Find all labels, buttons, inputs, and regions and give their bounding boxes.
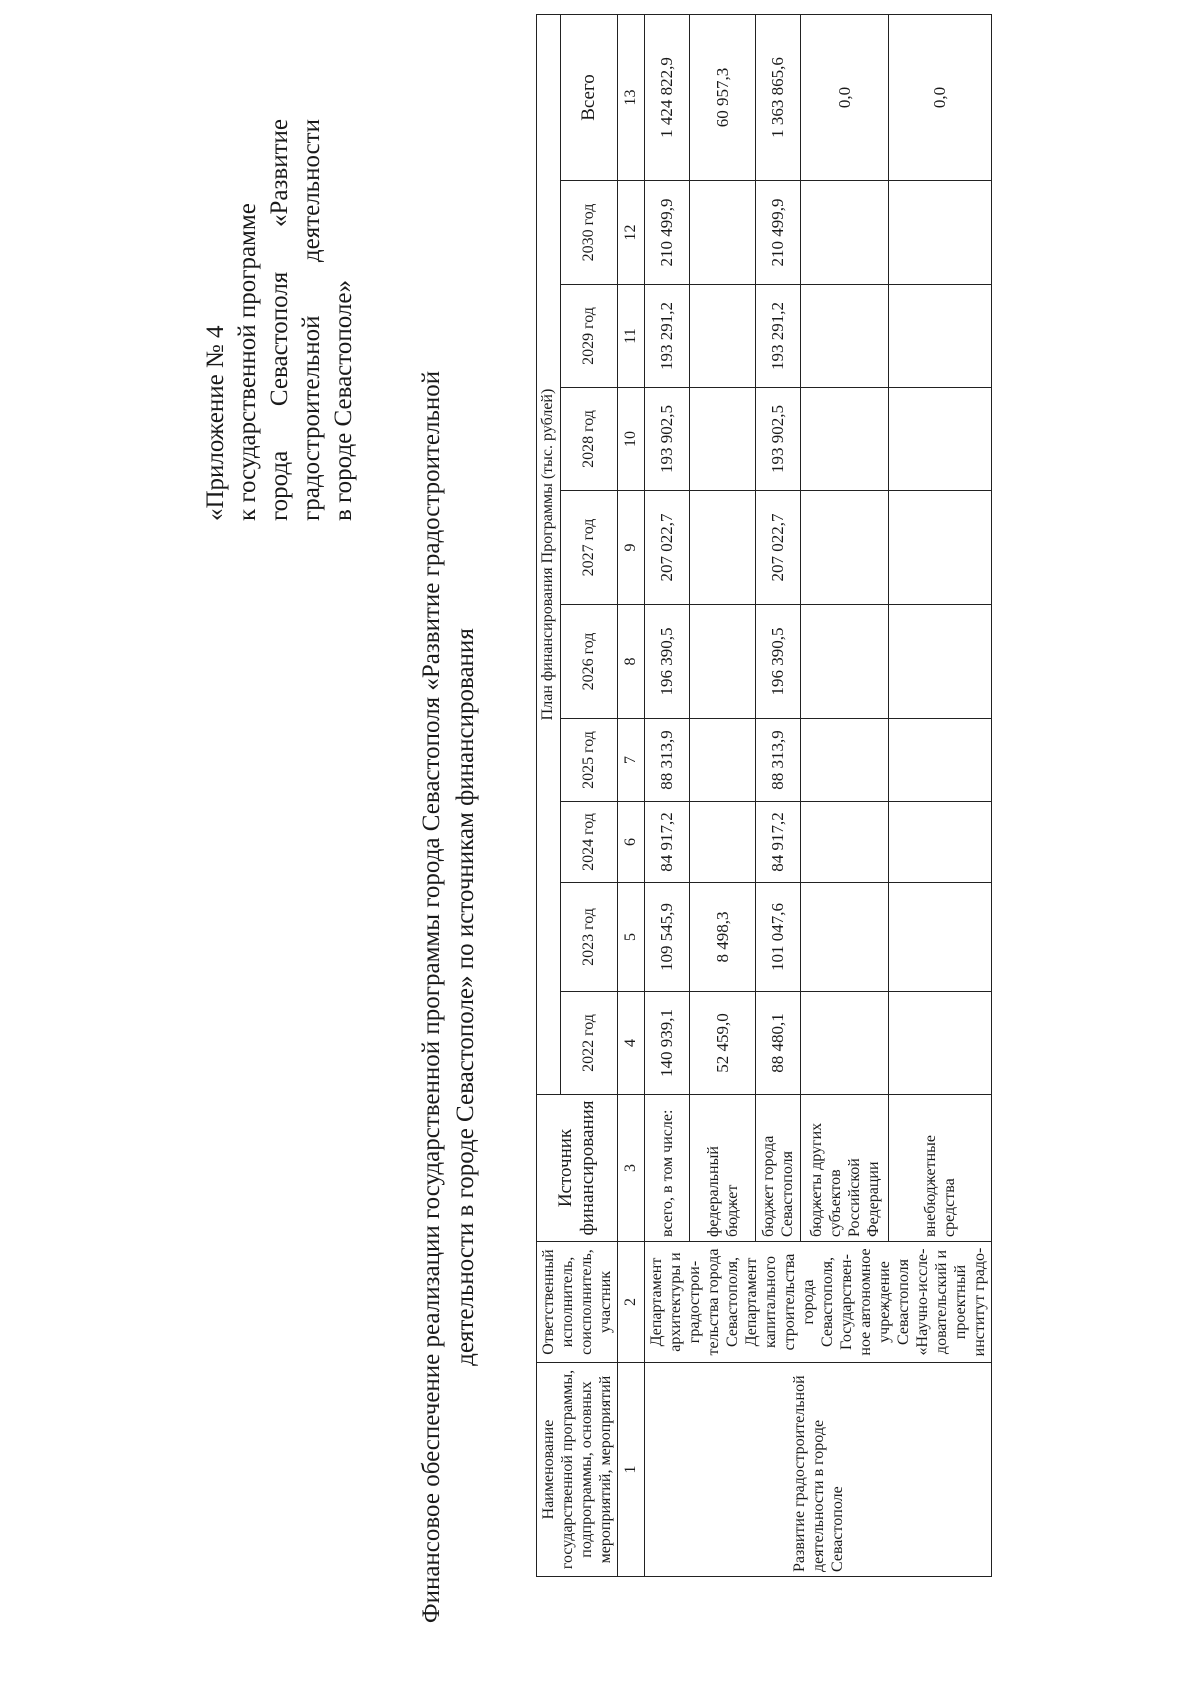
header-year-2024: 2024 год — [560, 802, 617, 883]
column-number: 12 — [618, 181, 645, 285]
total-cell: 1 424 822,9 — [645, 14, 690, 180]
value-cell: 196 390,5 — [755, 605, 800, 719]
column-number: 13 — [618, 14, 645, 180]
value-cell: 193 291,2 — [645, 285, 690, 388]
value-cell — [889, 605, 992, 719]
value-cell — [801, 181, 889, 285]
source-cell: внебюджетные средства — [889, 1095, 992, 1242]
value-cell — [889, 388, 992, 491]
total-cell: 0,0 — [889, 14, 992, 180]
value-cell — [801, 285, 889, 388]
appendix-word: градостроительной — [298, 315, 325, 521]
value-cell: 88 313,9 — [645, 719, 690, 802]
source-cell: бюджеты других субъектов Российской Федерации — [801, 1095, 889, 1242]
value-cell — [801, 883, 889, 992]
appendix-line-3 — [264, 119, 296, 521]
column-number: 1 — [618, 1363, 645, 1577]
value-cell: 193 291,2 — [755, 285, 800, 388]
value-cell: 210 499,9 — [645, 181, 690, 285]
header-year-2030: 2030 год — [560, 181, 617, 285]
header-year-2025: 2025 год — [560, 719, 617, 802]
executor-cell: Департамент архитектуры и градострои-тельства города Севастополя, Департамент капитального строительства города Севастополя, Государствен-ное автономное учреждение Севастополя «Научно-иссле-довательский и проектный институт градо- — [645, 1242, 992, 1363]
value-cell: 88 480,1 — [755, 992, 800, 1095]
value-cell: 140 939,1 — [645, 992, 690, 1095]
header-year-2022: 2022 год — [560, 992, 617, 1095]
column-number: 6 — [618, 802, 645, 883]
column-number: 9 — [618, 491, 645, 605]
appendix-word: деятельности — [298, 119, 325, 263]
value-cell: 193 902,5 — [645, 388, 690, 491]
value-cell — [801, 491, 889, 605]
value-cell — [889, 285, 992, 388]
header-year-2029: 2029 год — [560, 285, 617, 388]
total-cell: 0,0 — [801, 14, 889, 180]
header-year-2027: 2027 год — [560, 491, 617, 605]
column-number: 5 — [618, 883, 645, 992]
value-cell — [889, 802, 992, 883]
value-cell: 8 498,3 — [690, 883, 756, 992]
program-name-cell: Развитие градостроительной деятельности в городе Севастополе — [645, 1363, 992, 1577]
source-cell: всего, в том числе: — [645, 1095, 690, 1242]
column-number: 11 — [618, 285, 645, 388]
value-cell — [690, 802, 756, 883]
value-cell — [690, 605, 756, 719]
appendix-word: «Развитие — [266, 119, 293, 227]
value-cell — [801, 992, 889, 1095]
value-cell — [690, 719, 756, 802]
appendix-block — [200, 119, 360, 521]
value-cell — [801, 605, 889, 719]
value-cell: 193 902,5 — [755, 388, 800, 491]
value-cell — [690, 491, 756, 605]
header-executor: Ответственный исполнитель, соисполнитель, участник — [537, 1242, 618, 1363]
appendix-line-5: в городе Севастополе» — [330, 280, 357, 521]
value-cell: 196 390,5 — [645, 605, 690, 719]
appendix-word: города — [266, 450, 293, 521]
table-row — [645, 14, 690, 1576]
financing-table — [536, 14, 992, 1577]
column-number: 10 — [618, 388, 645, 491]
value-cell — [889, 491, 992, 605]
header-plan: План финансирования Программы (тыс. рублей) — [537, 14, 561, 1094]
value-cell: 88 313,9 — [755, 719, 800, 802]
title-line-1: Финансовое обеспечение реализации государственной программы города Севастополя «Развитие градостроительной — [418, 370, 445, 1624]
value-cell — [801, 388, 889, 491]
header-total: Всего — [560, 14, 617, 180]
total-cell: 60 957,3 — [690, 14, 756, 180]
value-cell — [801, 719, 889, 802]
value-cell — [801, 802, 889, 883]
value-cell: 84 917,2 — [645, 802, 690, 883]
column-number: 8 — [618, 605, 645, 719]
value-cell: 210 499,9 — [755, 181, 800, 285]
header-year-2026: 2026 год — [560, 605, 617, 719]
value-cell — [889, 719, 992, 802]
column-number-row — [618, 14, 645, 1576]
value-cell: 207 022,7 — [645, 491, 690, 605]
value-cell — [889, 181, 992, 285]
value-cell: 84 917,2 — [755, 802, 800, 883]
value-cell: 109 545,9 — [645, 883, 690, 992]
value-cell — [690, 181, 756, 285]
column-number: 3 — [618, 1095, 645, 1242]
source-cell: федеральный бюджет — [690, 1095, 756, 1242]
value-cell — [690, 285, 756, 388]
value-cell: 52 459,0 — [690, 992, 756, 1095]
appendix-line-4 — [296, 119, 328, 521]
title-line-2: деятельности в городе Севастополе» по источникам финансирования — [452, 628, 479, 1366]
appendix-line-1: «Приложение № 4 — [202, 325, 229, 521]
appendix-word: Севастополя — [266, 271, 293, 407]
appendix-line-2: к государственной программе — [234, 203, 261, 521]
header-source: Источник финансирования — [537, 1095, 618, 1242]
value-cell — [889, 883, 992, 992]
header-program-name: Наименование государственной программы, подпрограммы, основных мероприятий, мероприятий — [537, 1363, 618, 1577]
value-cell: 207 022,7 — [755, 491, 800, 605]
column-number: 2 — [618, 1242, 645, 1363]
value-cell — [690, 388, 756, 491]
header-year-2023: 2023 год — [560, 883, 617, 992]
column-number: 7 — [618, 719, 645, 802]
total-cell: 1 363 865,6 — [755, 14, 800, 180]
value-cell — [889, 992, 992, 1095]
source-cell: бюджет города Севастополя — [755, 1095, 800, 1242]
document-title — [415, 347, 483, 1647]
column-number: 4 — [618, 992, 645, 1095]
header-year-2028: 2028 год — [560, 388, 617, 491]
value-cell: 101 047,6 — [755, 883, 800, 992]
